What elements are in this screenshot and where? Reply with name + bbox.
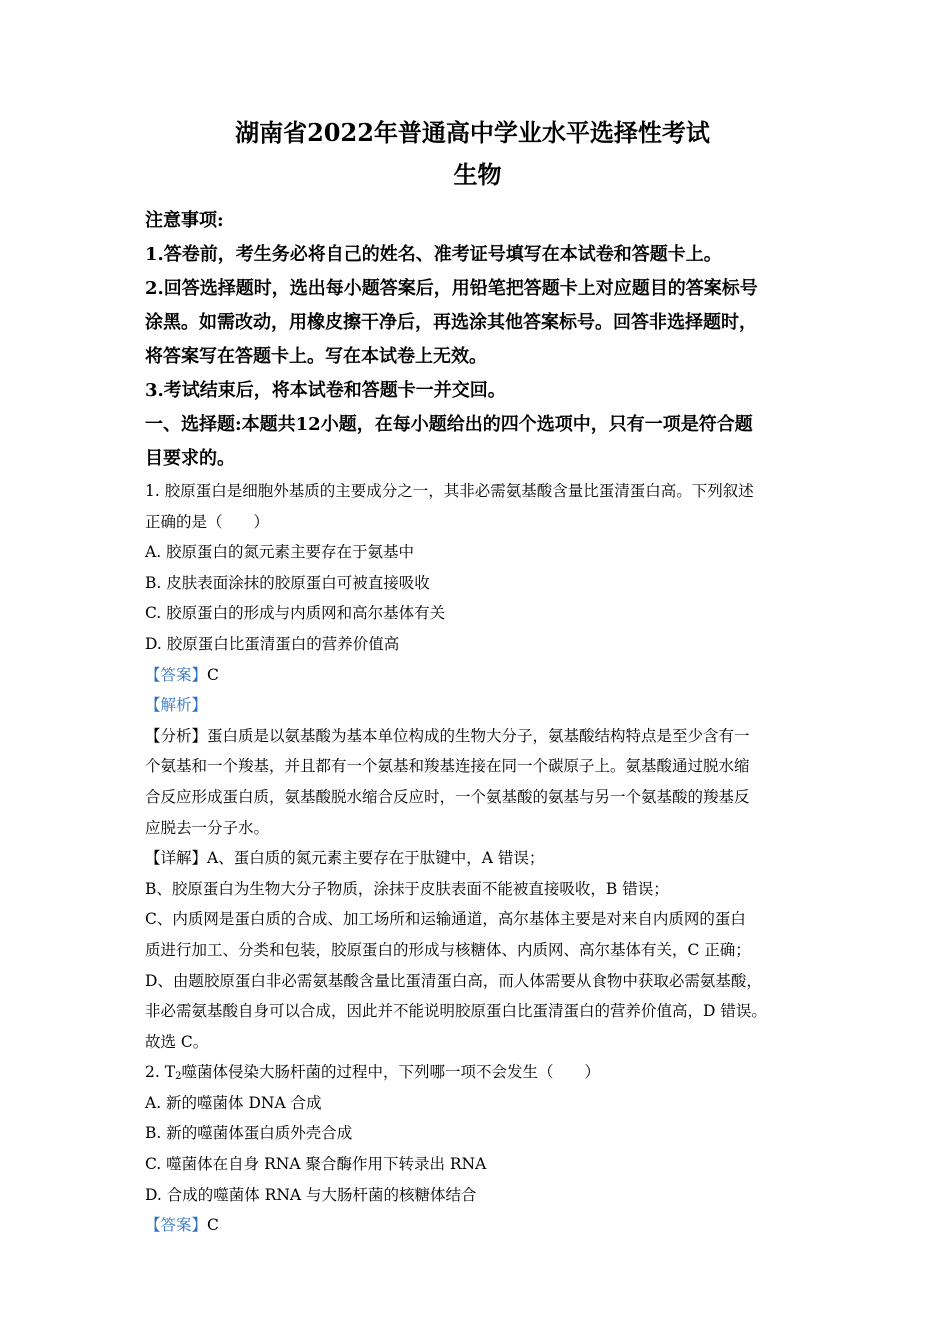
exam-title: 湖南省2022年普通高中学业水平选择性考试 — [235, 118, 710, 147]
q1-stem-line-2: 正确的是（ ） — [145, 512, 270, 531]
q1-detail-line-6: 非必需氨基酸自身可以合成，因此并不能说明胶原蛋白比蛋清蛋白的营养价值高，D 错误。 — [145, 1002, 767, 1021]
q2-stem-prefix: 2. T — [145, 1063, 176, 1082]
q1-option-a: A. 胶原蛋白的氮元素主要存在于氨基中 — [145, 543, 415, 562]
q2-answer — [145, 1210, 810, 1241]
q1-analysis-line-4: 应脱去一分子水。 — [145, 818, 270, 837]
document-page — [145, 112, 810, 1241]
q1-analysis-line-1: 【分析】蛋白质是以氨基酸为基本单位构成的生物大分子，氨基酸结构特点是至少含有一 — [145, 726, 750, 745]
note-item-3: 3.考试结束后，将本试卷和答题卡一并交回。 — [145, 380, 506, 401]
q1-analysis-tag: 【解析】 — [145, 696, 208, 715]
notes-heading: 注意事项: — [145, 210, 224, 231]
note-item-2-line-1: 2.回答选择题时，选出每小题答案后，用铅笔把答题卡上对应题目的答案标号 — [145, 278, 758, 299]
q1-detail-line-3: C、内质网是蛋白质的合成、加工场所和运输通道，高尔基体主要是对来自内质网的蛋白 — [145, 910, 746, 929]
q2-stem-rest: 噬菌体侵染大肠杆菌的过程中，下列哪一项不会发生（ ） — [181, 1063, 600, 1082]
section-heading-line-2: 目要求的。 — [145, 448, 235, 469]
q1-analysis-line-2: 个氨基和一个羧基，并且都有一个氨基和羧基连接在同一个碳原子上。氨基酸通过脱水缩 — [145, 757, 750, 776]
q2-stem — [145, 1057, 810, 1088]
q1-answer — [145, 660, 810, 691]
q2-option-d: D. 合成的噬菌体 RNA 与大肠杆菌的核糖体结合 — [145, 1185, 477, 1204]
note-item-2-line-2: 涂黑。如需改动，用橡皮擦干净后，再选涂其他答案标号。回答非选择题时， — [145, 312, 757, 333]
q2-option-a: A. 新的噬菌体 DNA 合成 — [145, 1093, 322, 1112]
q2-answer-value: C — [207, 1216, 219, 1235]
q1-detail-line-4: 质进行加工、分类和包装，胶原蛋白的形成与核糖体、内质网、高尔基体有关，C 正确； — [145, 940, 751, 959]
q1-option-b: B. 皮肤表面涂抹的胶原蛋白可被直接吸收 — [145, 573, 430, 592]
q2-option-b: B. 新的噬菌体蛋白质外壳合成 — [145, 1124, 353, 1143]
section-heading-line-1: 一、选择题:本题共12小题，在每小题给出的四个选项中，只有一项是符合题 — [145, 414, 753, 435]
q2-option-c: C. 噬菌体在自身 RNA 聚合酶作用下转录出 RNA — [145, 1155, 487, 1174]
q1-detail-line-5: D、由题胶原蛋白非必需氨基酸含量比蛋清蛋白高，而人体需要从食物中获取必需氨基酸， — [145, 971, 762, 990]
q1-detail-line-2: B、胶原蛋白为生物大分子物质，涂抹于皮肤表面不能被直接吸收，B 错误； — [145, 879, 669, 898]
q1-option-d: D. 胶原蛋白比蛋清蛋白的营养价值高 — [145, 634, 400, 653]
q1-detail-line-7: 故选 C。 — [145, 1032, 209, 1051]
q1-answer-value: C — [207, 665, 219, 684]
q1-stem-line-1: 1. 胶原蛋白是细胞外基质的主要成分之一，其非必需氨基酸含量比蛋清蛋白高。下列叙述 — [145, 482, 754, 500]
subject-title: 生物 — [453, 160, 502, 189]
q2-stem-subscript: 2 — [175, 1071, 182, 1083]
q2-answer-tag: 【答案】 — [145, 1216, 208, 1235]
note-item-1: 1.答卷前，考生务必将自己的姓名、准考证号填写在本试卷和答题卡上。 — [145, 244, 722, 265]
q1-option-c: C. 胶原蛋白的形成与内质网和高尔基体有关 — [145, 604, 446, 623]
q1-answer-tag: 【答案】 — [145, 665, 208, 684]
note-item-2-line-3: 将答案写在答题卡上。写在本试卷上无效。 — [145, 346, 487, 367]
q1-detail-line-1: 【详解】A、蛋白质的氮元素主要存在于肽键中，A 错误； — [145, 849, 545, 868]
q1-analysis-line-3: 合反应形成蛋白质，氨基酸脱水缩合反应时，一个氨基酸的氨基与另一个氨基酸的羧基反 — [145, 787, 750, 806]
